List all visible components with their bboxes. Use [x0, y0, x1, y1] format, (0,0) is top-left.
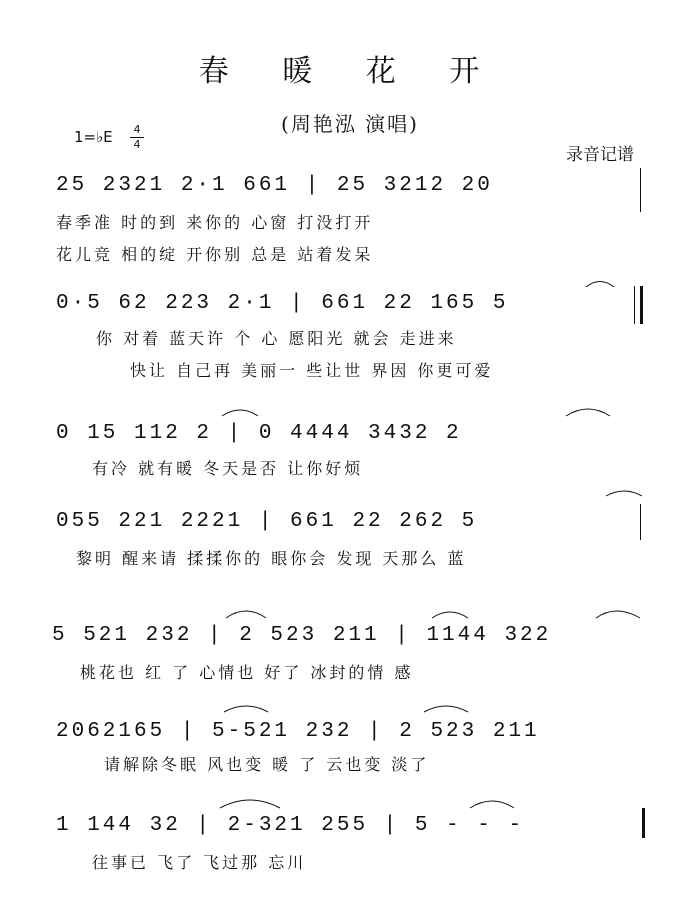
lyric-line: 你 对着 蓝天许 个 心 愿阳光 就会 走进来 [96, 329, 457, 348]
tie-arc [470, 801, 514, 808]
meter-top: 4 [133, 123, 141, 136]
notation-row: 5 521 232 | 2 523 211 | 1144 322 [52, 624, 552, 647]
tie-arc [226, 611, 266, 618]
tie-arc [566, 409, 610, 416]
tie-arc [224, 706, 268, 712]
notation-row: 1 144 32 | 2-321 255 | 5 - - - [56, 814, 525, 837]
tie-arc [432, 612, 468, 618]
performer-credit: (周艳泓 演唱) [281, 112, 419, 136]
tie-arc [424, 706, 468, 712]
tie-arc [222, 410, 258, 416]
lyric-line: 有冷 就有暖 冬天是否 让你好烦 [92, 459, 364, 478]
lyric-line: 花儿竞 相的绽 开你别 总是 站着发呆 [56, 245, 374, 264]
lyric-line: 往事已 飞了 飞过那 忘川 [92, 853, 307, 872]
lyric-line: 桃花也 红 了 心情也 好了 冰封的情 感 [80, 663, 414, 682]
tie-arc [220, 800, 280, 808]
tie-arc [606, 491, 642, 496]
notation-row: 25 2321 2·1 661 | 25 3212 20 [56, 174, 493, 197]
notation-row: 0 15 112 2 | 0 4444 3432 2 [56, 422, 462, 445]
notation-row: 055 221 2221 | 661 22 262 5 [56, 510, 478, 533]
song-title: 春 暖 花 开 [198, 54, 502, 89]
key-signature: 1=♭E [74, 128, 113, 146]
meter-bottom: 4 [133, 138, 141, 151]
lyric-line: 请解除冬眠 风也变 暖 了 云也变 淡了 [104, 755, 430, 774]
transcription-credit: 录音记谱 [566, 145, 634, 165]
lyric-line: 春季准 时的到 来你的 心窗 打没打开 [56, 213, 374, 232]
lyric-line: 黎明 醒来请 揉揉你的 眼你会 发现 天那么 蓝 [76, 549, 467, 568]
notation-row: 2062165 | 5-521 232 | 2 523 211 [56, 720, 540, 743]
tie-arc [596, 611, 640, 618]
notation-row: 0·5 62 223 2·1 | 661 22 165 5 [56, 292, 509, 315]
tie-arc [586, 282, 614, 288]
lyric-line: 快让 自己再 美丽一 些让世 界因 你更可爱 [130, 361, 494, 380]
